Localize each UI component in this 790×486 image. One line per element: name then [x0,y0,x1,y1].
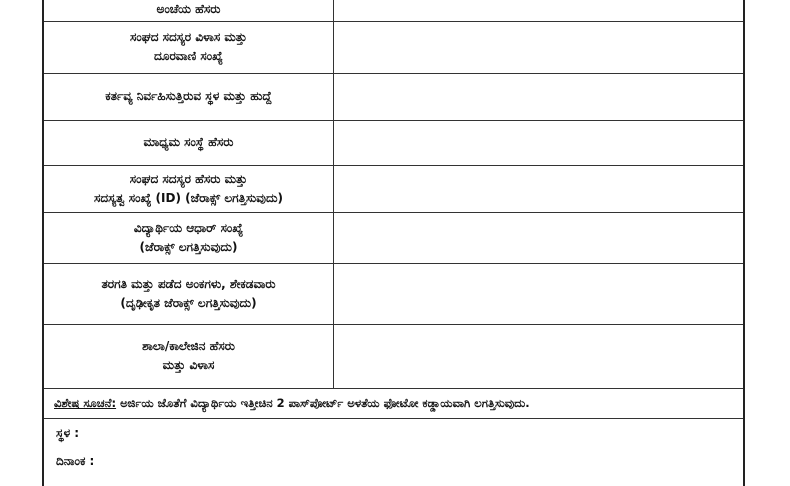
place-field[interactable] [44,419,743,447]
row-label [44,120,334,165]
row-label-line1: ತರಗತಿ ಮತ್ತು ಪಡೆದ ಅಂಕಗಳು, ಶೇಕಡವಾರು [101,276,276,291]
row-label-line2: (ದೃಢೀಕೃತ ಜೆರಾಕ್ಸ್ ಲಗತ್ತಿಸುವುದು) [120,295,257,310]
row-label [44,73,334,120]
form-row [44,165,743,212]
special-note-lead: ವಿಶೇಷ ಸೂಚನೆ: [54,395,117,410]
row-label-line2: ಮತ್ತು ವಿಳಾಸ [162,358,215,372]
row-label-line2: (ಜೆರಾಕ್ಸ್ ಲಗತ್ತಿಸುವುದು) [139,239,238,254]
row-value-cell[interactable] [334,212,744,263]
row-label-line1: ಸಂಘದ ಸದಸ್ಯರ ವಿಳಾಸ ಮತ್ತು [130,30,247,44]
row-label-line1: ಅಂಚೆಯ ಹೆಸರು [156,1,221,16]
row-label [44,21,334,73]
form-row [44,324,743,388]
form-table [44,0,743,389]
row-label-line1: ಕರ್ತವ್ಯ ನಿರ್ವಹಿಸುತ್ತಿರುವ ಸ್ಥಳ ಮತ್ತು ಹುದ್ದೆ [105,89,272,103]
row-label [44,263,334,324]
row-label-line2: ಸದಸ್ಯತ್ವ ಸಂಖ್ಯೆ (ID) (ಜೆರಾಕ್ಸ್ ಲಗತ್ತಿಸುವುದು) [93,190,284,205]
special-note [44,389,743,419]
row-label-line1: ವಿದ್ಯಾರ್ಥಿಯ ಆಧಾರ್ ಸಂಖ್ಯೆ [133,220,244,235]
place-label: ಸ್ಥಳ : [56,425,80,440]
date-label: ದಿನಾಂಕ : [56,453,95,468]
row-value-cell[interactable] [334,263,744,324]
special-note-text: ಅರ್ಜಿಯ ಜೊತೆಗೆ ವಿದ್ಯಾರ್ಥಿಯ ಇತ್ತೀಚಿನ 2 ಪಾಸ್‌ಪೋರ್ಟ್ ಅಳತೆಯ ಫೋಟೋ ಕಡ್ಡಾಯವಾಗಿ ಲಗತ್ತಿಸುವುದು. [116,395,530,410]
row-label-line1: ಶಾಲಾ/ಕಾಲೇಜಿನ ಹೆಸರು [142,339,235,353]
form-row [44,21,743,73]
row-value-cell[interactable] [334,120,744,165]
application-form-sheet [42,0,745,486]
row-label [44,212,334,263]
date-field[interactable] [44,447,743,475]
row-label [44,165,334,212]
form-row [44,212,743,263]
form-row [44,0,743,21]
form-row [44,73,743,120]
row-label-line1: ಮಾಧ್ಯಮ ಸಂಸ್ಥೆ ಹೆಸರು [143,135,234,149]
row-value-cell[interactable] [334,73,744,120]
row-label [44,0,334,21]
row-value-cell[interactable] [334,324,744,388]
row-label-line2: ದೂರವಾಣಿ ಸಂಖ್ಯೆ [154,49,223,63]
row-label [44,324,334,388]
row-value-cell[interactable] [334,21,744,73]
row-label-line1: ಸಂಘದ ಸದಸ್ಯರ ಹೆಸರು ಮತ್ತು [129,171,248,186]
row-value-cell[interactable] [334,0,744,21]
form-row [44,120,743,165]
row-value-cell[interactable] [334,165,744,212]
form-row [44,263,743,324]
